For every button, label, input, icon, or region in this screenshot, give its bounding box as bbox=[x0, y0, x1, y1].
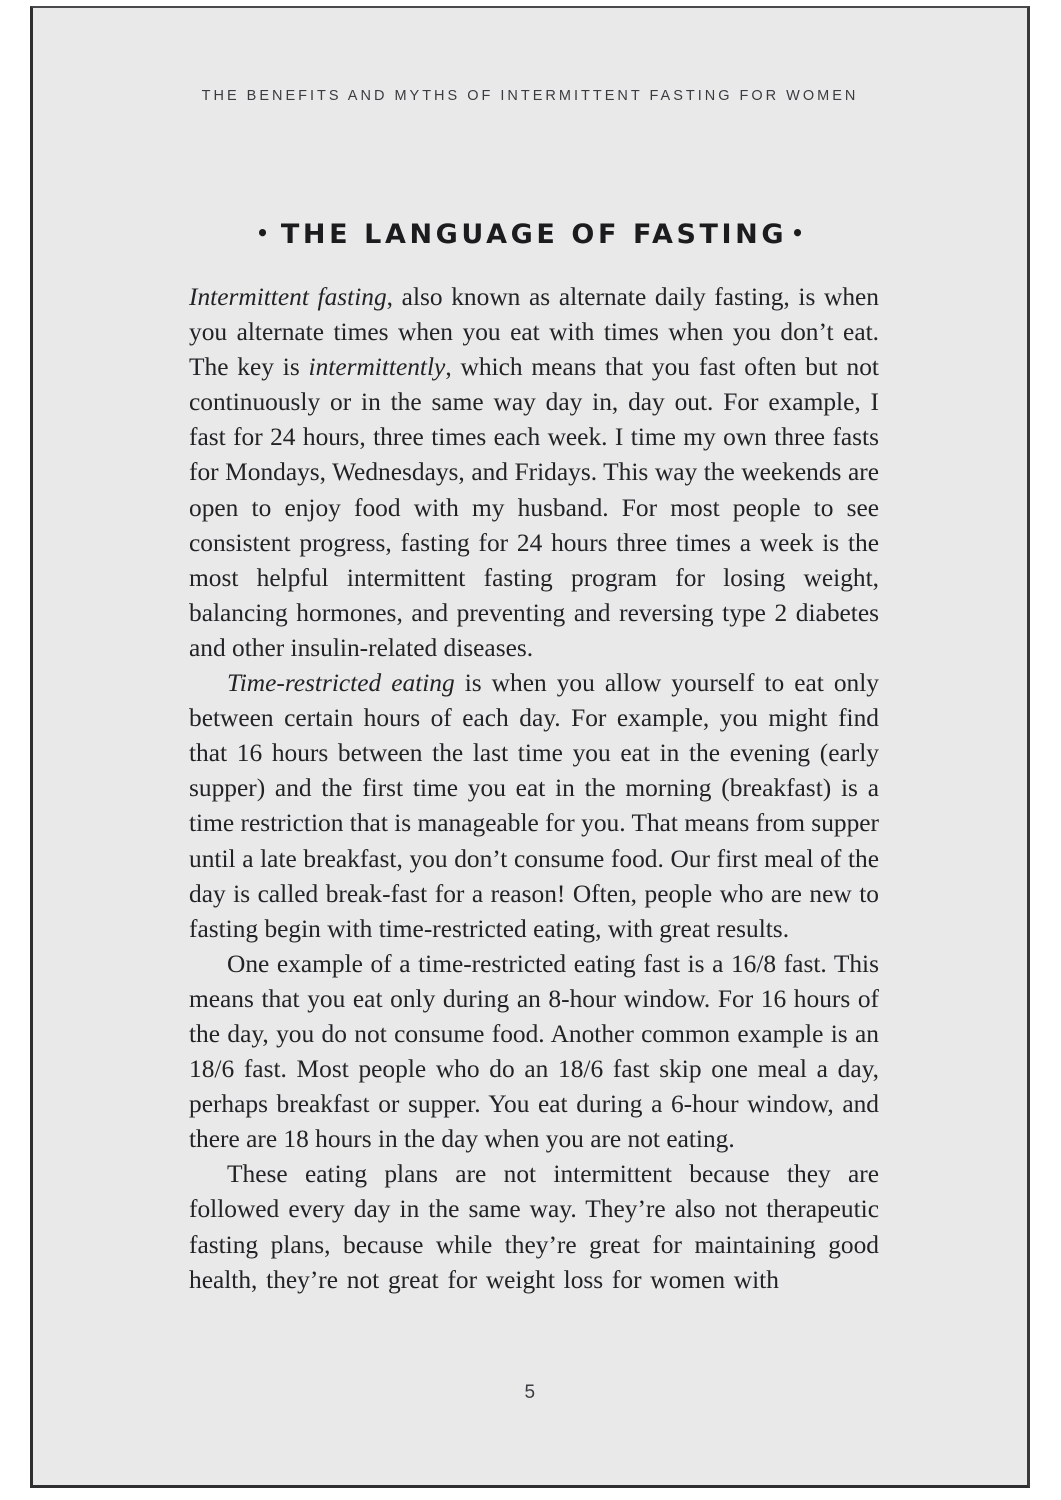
emphasized-term: Intermittent fasting bbox=[189, 283, 387, 311]
bullet-ornament-right-icon: • bbox=[791, 221, 804, 245]
chapter-title-text: THE LANGUAGE OF FASTING bbox=[280, 219, 788, 250]
emphasized-term: intermittently bbox=[308, 353, 446, 382]
body-paragraph bbox=[189, 1157, 879, 1297]
body-paragraph bbox=[189, 666, 879, 947]
body-text-run: , which means that you fast often but not continuously or in the same way day in, day out. For example, I fast for 24 hours, three times each week. I time my own three fasts for Mondays, Wednesdays, and Fridays. This way the weekends are open to enjoy food with my husband. For most people to see consistent progress, fasting for 24 hours three times a week is the most helpful intermittent fasting program for losing weight, balancing hormones, and preventing and reversing type 2 diabetes and other insulin-related diseases. bbox=[189, 353, 879, 662]
body-text-run: One example of a time-restricted eating fast is a 16/8 fast. This means that you eat only during an 8-hour window. For 16 hours of the day, you do not consume food. Another common example is an 18/6 fast. Most people who do an 18/6 fast skip one meal a day, perhaps breakfast or supper. You eat during a 6-hour window, and there are 18 hours in the day when you are not eating. bbox=[189, 949, 879, 1154]
bullet-ornament-left-icon: • bbox=[256, 221, 269, 245]
body-paragraph bbox=[189, 947, 879, 1158]
page-title bbox=[33, 219, 1027, 250]
body-text-run: is when you allow yourself to eat only between certain hours of each day. For example, you might find that 16 hours between the last time you eat in the evening (early supper) and the first time you eat in the morning (breakfast) is a time restriction that is manageable for you. That means from supper until a late breakfast, you don’t consume food. Our first meal of the day is called break-fast for a reason! Often, people who are new to fasting begin with time-restricted eating, with great results. bbox=[189, 669, 879, 943]
body-text-block bbox=[189, 280, 879, 1298]
book-page-sheet bbox=[30, 6, 1030, 1488]
body-text-run: , also known as alternate daily fasting, is when you alternate times when you eat with times when you don’t eat. The key is bbox=[189, 283, 880, 382]
body-text-run: These eating plans are not intermittent because they are followed every day in the same way. They’re also not therapeutic fasting plans, because while they’re great for maintaining good health, they’re not great for weight loss for women with bbox=[189, 1160, 879, 1294]
body-paragraph bbox=[189, 280, 879, 666]
emphasized-term: Time-restricted eating bbox=[227, 669, 455, 698]
running-header: THE BENEFITS AND MYTHS OF INTERMITTENT FASTING FOR WOMEN bbox=[201, 88, 859, 104]
page-number: 5 bbox=[524, 1382, 536, 1403]
page-content-area bbox=[33, 8, 1027, 1485]
